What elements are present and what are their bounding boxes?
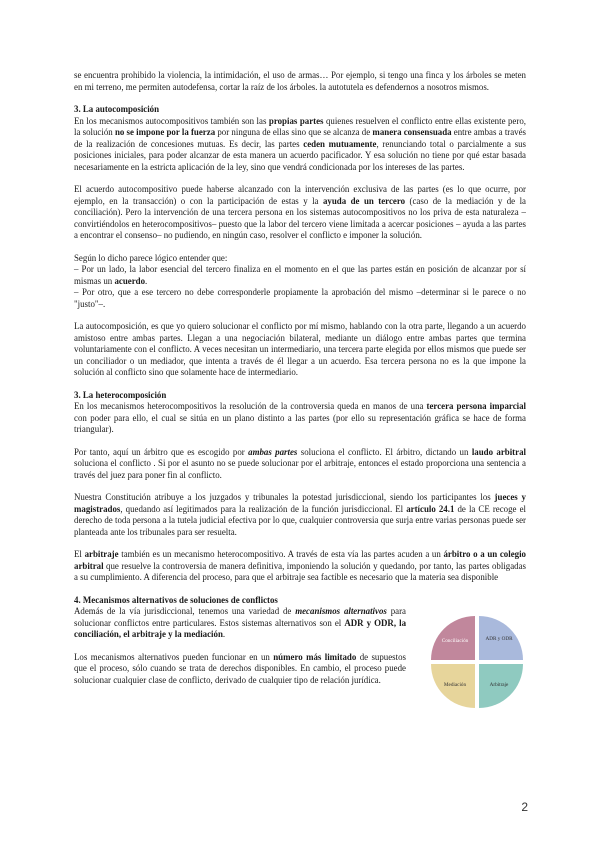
text-run: Según lo dicho parece lógico entender que: (74, 252, 228, 263)
heading-autocomposicion: 3. La autocomposición (74, 104, 160, 114)
text-run: de supuestos que el proceso, sólo cuando se trata de derechos disponibles. En cambio, el proceso puede solucionar cualquier clase de conflicto, derivado de cualquier tipo de relación jurídica. (74, 651, 406, 685)
text-run: – Por un lado, la labor esencial del tercero finaliza en el momento en el que las partes están en posición de alcanzar por sí mismas un (74, 264, 526, 286)
text-run: propias partes (268, 115, 324, 126)
text-run: con poder para ello, el cual se sitúa en un plano distinto a las partes (por ello su representación gráfica se hace de forma triangular). (74, 412, 526, 434)
text-run: ADR y ODR, la conciliación, el arbitraje y la mediación (74, 617, 407, 639)
section-mecanismos (74, 595, 526, 687)
paragraph-mecanismos-limitados (74, 652, 406, 687)
text-run: El (74, 549, 85, 559)
document-body (74, 70, 526, 697)
text-run: soluciona el conflicto. El árbitro, dictando un (297, 446, 472, 457)
paragraph-heterocomposicion-intro (74, 401, 526, 436)
text-run: acuerdo (114, 275, 146, 286)
label-adr-odr: ADR y ODR (485, 635, 513, 642)
paragraph-constitucion (74, 492, 526, 538)
text-run: no se impone por la fuerza (114, 127, 216, 137)
text-run: Por tanto, aquí un árbitro que es escogido por (74, 446, 249, 457)
text-run: Además de la vía jurisdiccional, tenemos una variedad de (74, 606, 296, 616)
text-run: por ninguna de ellas sino que se alcanza de (215, 127, 373, 137)
paragraph-arbitro (74, 447, 526, 482)
text-run: – Por otro, que a ese tercero no debe corresponderle propiamente la aprobación del mismo –determinar si le parece o no "justo"–. (74, 287, 526, 309)
page-number: 2 (521, 800, 528, 814)
text-run: ambas partes (248, 446, 298, 457)
text-run: que resuelve la controversia de manera definitiva, imponiendo la solución y quedando, por tanto, las partes obligadas a su cumplimiento. A diferencia del proceso, para que el arbitraje sea factible es necesario que la materia sea disponible (74, 560, 526, 582)
text-run: ayuda de un tercero (322, 195, 406, 206)
paragraph-segun-lo-dicho (74, 253, 526, 265)
paragraph-autocomposicion-intro (74, 116, 526, 174)
text-run: , quedando así legitimados para la realización de la función jurisdiccional. El (120, 503, 407, 514)
text-run: El acuerdo autocompositivo puede haberse alcanzado con la intervención exclusiva de las partes (es lo que ocurre, por ejemplo, en la transacción) o con la participación de estas y la (74, 184, 526, 206)
text-run: entre ambas a través de la realización de concesiones mutuas. Es decir, las partes (74, 127, 527, 149)
text-run: , renunciando total o parcialmente a sus posiciones iniciales, para poder alcanzar de esta manera un acuerdo pacificador. Y esa solución no tiene por qué estar basada necesariamente en la estricta aplicación de la ley, sino que vendrá condicionada por los intereses de las partes. (74, 138, 526, 172)
text-run: arbitraje (84, 549, 119, 559)
text-run: . (222, 629, 226, 639)
text-run: número más limitado (273, 651, 357, 662)
text-run: (caso de la mediación y de la conciliación). Pero la intervención de una tercera persona en los sistemas autocompositivos no los priva de esta naturaleza –convirtiéndolos en heterocompositivos– puesto que la labor del tercero viene limitada a acercar posiciones – ayuda a las partes a encontrar el consenso– no pudiendo, en ningún caso, resolver el conflicto e imponer la solución. (74, 195, 526, 240)
text-run: jueces y magistrados (74, 492, 526, 514)
text-run: árbitro o a un colegio arbitral (74, 549, 526, 571)
text-run: ceden mutuamente (303, 138, 377, 149)
text-run: para solucionar conflictos entre particulares. Estos sistemas alternativos son el (74, 606, 406, 628)
text-run: de la CE recoge el derecho de toda persona a la tutela judicial efectiva por lo que, cualquier controversia que surja entre varias personas puede ser planteada ante los tribunales para ser resuelta. (74, 503, 526, 537)
text-run: laudo arbitral (471, 446, 526, 457)
text-run: tercera persona imparcial (426, 401, 526, 411)
paragraph-arbitraje (74, 549, 526, 584)
text-run: soluciona el conflicto . Si por el asunto no se puede solucionar por el arbitraje, entonces el estado proporciona una sentencia a través del juez para poner fin al conflicto. (74, 458, 526, 480)
label-mediacion: Mediación (443, 681, 467, 688)
paragraph-acuerdo-autocompositivo (74, 184, 526, 242)
text-run: Los mecanismos alternativos pueden funcionar en un (74, 651, 274, 662)
text-run: también es un mecanismo heterocompositivo. A través de esta vía las partes acuden a un (118, 549, 444, 559)
paragraph-mecanismos-intro (74, 606, 406, 641)
label-conciliacion: Conciliación (441, 637, 469, 644)
paragraph-por-un-lado (74, 264, 526, 287)
paragraph-autotutela-end (74, 70, 526, 93)
text-run: . (145, 275, 148, 286)
text-run: quienes resuelven el conflicto entre ellas existente pero, la solución (74, 115, 526, 137)
paragraph-autocomposicion-explicacion (74, 321, 526, 379)
text-run: manera consensuada (372, 127, 452, 137)
text-run: se encuentra prohibido la violencia, la intimidación, el uso de armas… Por ejemplo, si tengo una finca y los árboles se meten en mi terreno, me permiten autodefensa, cortar la raíz de los árboles. la autotutela es defendernos a nosotros mismos. (74, 70, 526, 92)
text-run: artículo 24.1 (406, 503, 455, 514)
text-run: La autocomposición, es que yo quiero solucionar el conflicto por mí mismo, hablando con la otra parte, llegando a un acuerdo amistoso entre ambas partes. Llegan a una negociación bilateral, mediante un diálogo entre ambas partes que termina voluntariamente con el conflicto. A veces necesitan un intermediario, una tercera parte elegida por ellos mismos que puede ser un conciliador o un mediador, que intenta a través de él llegar a un acuerdo. Esa tercera persona no es la que impone la solución al conflicto sino que solamente hace de intermediario. (74, 321, 526, 377)
paragraph-por-otro (74, 287, 526, 310)
heading-heterocomposicion: 3. La heterocomposición (74, 389, 167, 400)
label-arbitraje: Arbitraje (489, 681, 509, 688)
heading-mecanismos-alternativos: 4. Mecanismos alternativos de soluciones de conflictos (74, 594, 278, 605)
mecanismos-quadrant-chart (428, 613, 526, 711)
text-run: mecanismos alternativos (295, 606, 387, 616)
text-run: En los mecanismos autocompositivos también son las (74, 115, 269, 126)
text-run: En los mecanismos heterocompositivos la resolución de la controversia queda en manos de una (74, 401, 427, 411)
text-run: Nuestra Constitución atribuye a los juzgados y tribunales la potestad jurisdiccional, siendo los participantes los (74, 492, 495, 502)
